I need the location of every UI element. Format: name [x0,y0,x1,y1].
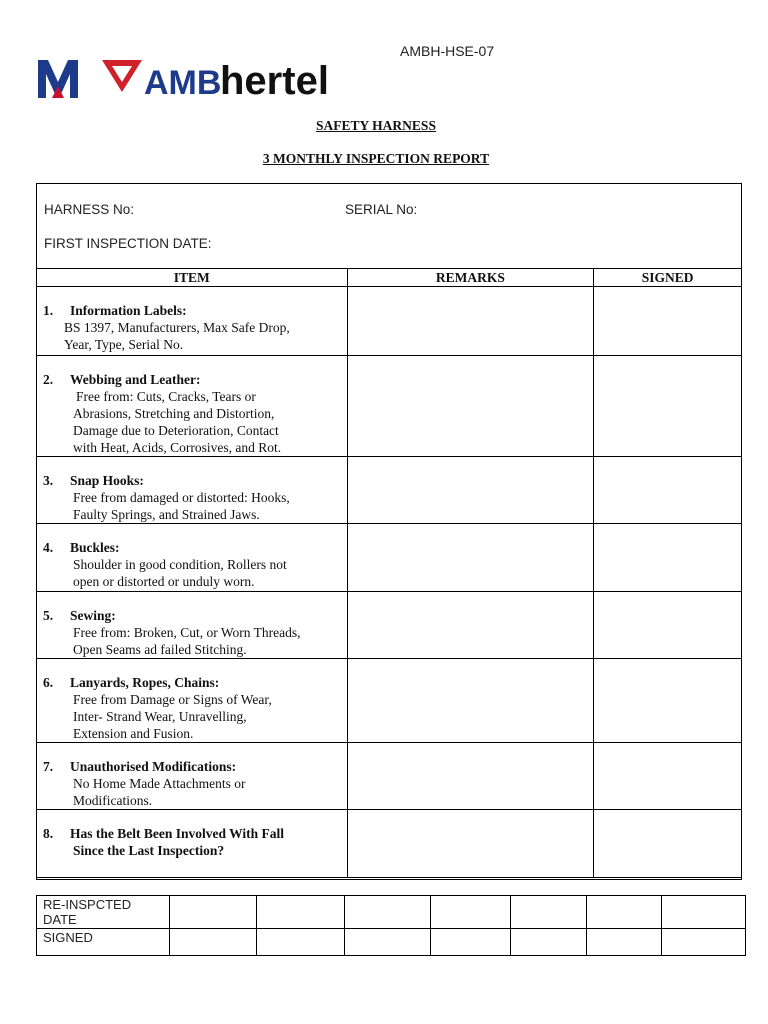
signed-cell[interactable] [594,659,742,743]
signed-cell[interactable] [431,929,511,956]
remarks-cell[interactable] [347,743,594,810]
item-description-line: open or distorted or unduly worn. [73,574,255,589]
signed-cell[interactable] [594,743,742,810]
table-row [37,592,742,659]
harness-no-label: HARNESS No: [44,202,135,217]
item-number: 8. [43,826,54,841]
item-title [43,758,347,775]
reinspected-date-row [37,896,746,929]
signed-label: SIGNED [37,929,170,956]
page-subtitle: 3 MONTHLY INSPECTION REPORT [262,151,490,166]
item-cell [37,659,348,743]
table-row [37,287,742,356]
item-number: 3. [43,473,54,488]
item-title [43,302,347,319]
item-number: 1. [43,303,54,318]
item-description-line: Open Seams ad failed Stitching. [73,642,247,657]
item-cell [37,592,348,659]
item-description-line: with Heat, Acids, Corrosives, and Rot. [73,440,282,455]
table-row [37,659,742,743]
reinspected-date-cell[interactable] [344,896,431,929]
item-title-text: Unauthorised Modifications: [70,759,237,774]
item-title-text: Information Labels: [70,303,187,318]
signed-cell[interactable] [594,524,742,592]
item-description-line: Abrasions, Stretching and Distortion, [73,406,275,421]
item-title [43,825,347,842]
column-header-signed: SIGNED [594,269,742,287]
document-code: AMBH-HSE-07 [400,43,495,59]
column-header-remarks: REMARKS [347,269,594,287]
table-row [37,524,742,592]
item-description-line: Free from Damage or Signs of Wear, [73,692,272,707]
item-title [43,472,347,489]
signed-cell[interactable] [594,287,742,356]
item-description-line: Damage due to Deterioration, Contact [73,423,279,438]
item-cell [37,524,348,592]
logo-hertel: hertel [220,59,329,103]
item-number: 5. [43,608,54,623]
item-cell [37,287,348,356]
reinspected-date-cell[interactable] [256,896,344,929]
signed-cell[interactable] [587,929,662,956]
table-row [37,457,742,524]
reinspected-date-cell[interactable] [431,896,511,929]
reinspected-date-cell[interactable] [662,896,746,929]
table-header-row [37,269,742,287]
item-number: 7. [43,759,54,774]
item-description-line: Free from damaged or distorted: Hooks, [73,490,290,505]
item-description-line: Shoulder in good condition, Rollers not [73,557,287,572]
item-title [43,674,347,691]
reinspected-date-cell[interactable] [587,896,662,929]
table-row [37,810,742,878]
item-cell [37,457,348,524]
item-description-line: Free from: Cuts, Cracks, Tears or [76,389,256,404]
item-description-line: Since the Last Inspection? [73,843,225,858]
reinspection-table [36,895,746,956]
item-cell [37,810,348,878]
signed-cell[interactable] [594,592,742,659]
signed-cell[interactable] [662,929,746,956]
item-description-line: Modifications. [73,793,153,808]
remarks-cell[interactable] [347,810,594,878]
signed-cell[interactable] [511,929,587,956]
item-title-text: Buckles: [70,540,120,555]
signed-cell[interactable] [594,810,742,878]
item-description-line: Year, Type, Serial No. [64,337,184,352]
signed-cell[interactable] [169,929,256,956]
item-title [43,607,347,624]
signed-cell[interactable] [344,929,431,956]
item-description-line: Free from: Broken, Cut, or Worn Threads, [73,625,301,640]
remarks-cell[interactable] [347,287,594,356]
item-title [43,539,347,556]
remarks-cell[interactable] [347,457,594,524]
table-row [37,743,742,810]
column-header-item: ITEM [37,269,348,287]
item-cell [37,743,348,810]
item-description-line: Inter- Strand Wear, Unravelling, [73,709,247,724]
serial-no-label: SERIAL No: [345,202,418,217]
item-description-line: Extension and Fusion. [73,726,194,741]
reinspected-date-cell[interactable] [169,896,256,929]
table-row [37,356,742,457]
item-title [43,371,347,388]
logo-amb: AMB [144,64,222,102]
item-description-line: Faulty Springs, and Strained Jaws. [73,507,260,522]
signed-cell[interactable] [594,356,742,457]
item-number: 2. [43,372,54,387]
v-chevron-icon [102,60,142,92]
signed-row [37,929,746,956]
first-inspection-date-label: FIRST INSPECTION DATE: [44,236,212,251]
reinspected-date-cell[interactable] [511,896,587,929]
remarks-cell[interactable] [347,524,594,592]
signed-cell[interactable] [256,929,344,956]
remarks-cell[interactable] [347,659,594,743]
item-description-line: BS 1397, Manufacturers, Max Safe Drop, [64,320,290,335]
item-title-text: Has the Belt Been Involved With Fall [70,826,285,841]
item-title-text: Webbing and Leather: [70,372,201,387]
m-mark-icon [38,60,78,98]
company-logo [36,52,406,104]
item-title-text: Sewing: [70,608,116,623]
remarks-cell[interactable] [347,356,594,457]
item-title-text: Lanyards, Ropes, Chains: [70,675,220,690]
signed-cell[interactable] [594,457,742,524]
item-description-line: No Home Made Attachments or [73,776,246,791]
inspection-table [36,268,742,878]
page-title: SAFETY HARNESS [316,118,436,133]
item-number: 4. [43,540,54,555]
item-number: 6. [43,675,54,690]
reinspected-date-label: RE-INSPCTED DATE [37,896,170,929]
item-title-text: Snap Hooks: [70,473,144,488]
item-cell [37,356,348,457]
remarks-cell[interactable] [347,592,594,659]
